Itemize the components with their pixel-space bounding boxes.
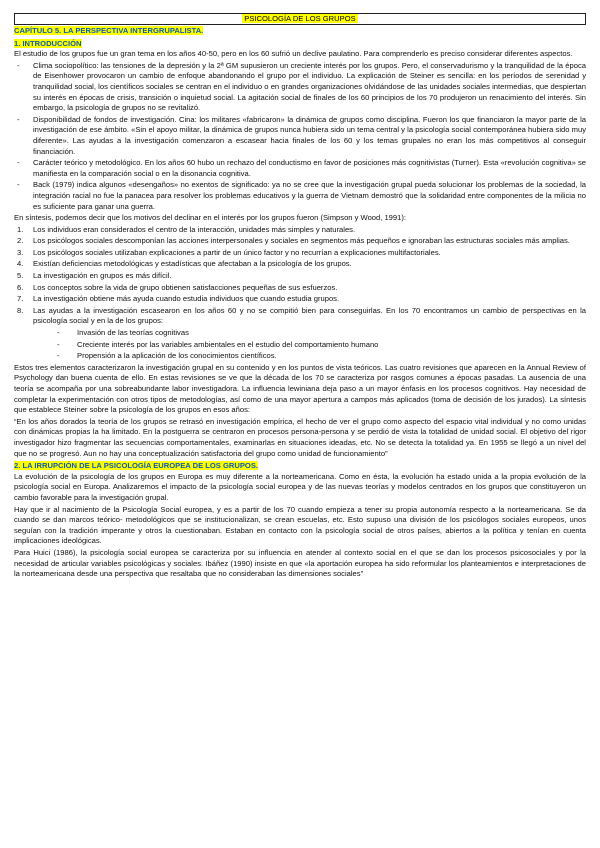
steiner-quote: “En los años dorados la teoría de los grupos se retrasó en investigación empírica, el hecho de ver el grupo como aspecto del espacio vital individual y no como unidas con dinámicas propias la ha limitado. En la postguerra se centraron en procesos persona-persona y se perdió de vista la totalidad de unidad social. El objetivo del rigor investigador hizo fragmentar las secuencias comportamentales, examinarlas en situaciones ideadas, etc. No se detecta la totalidad ya. En 1955 se llegó a un nivel del que no se progresó. Aun no hay una conceptualización satisfactoria del grupo como unidad de funcionamiento” [14, 416, 586, 458]
item-number: 6. [17, 282, 24, 292]
item-text: Las ayudas a la investigación escasearon en los años 60 y no se compitió bien para conseguirlas. En los 70 encontramos un cambio de perspectivas en la psicología social y en la de los grupos: [33, 305, 586, 326]
item-text: La investigación obtiene más ayuda cuando estudia individuos que cuando estudia grupos. [33, 294, 340, 304]
numbered-item [14, 248, 586, 259]
sub-bullet-item: - Invasión de las teorías cognitivas [33, 328, 586, 339]
item-text: La investigación en grupos es más difícil. [33, 271, 172, 281]
section1-paragraph: Estos tres elementos caracterizaron la investigación grupal en su contenido y en los puntos de vista teóricos. Las cuatro revisiones que aparecen en la Annual Review of Psychology dan buena cuenta de ello. En estas revisiones se ve que la década de los 70 se caracteriza por rasgos comunes a épocas pasadas. La ausencia de una teoría se acompaña por una sobreabundante labor investigadora. La influencia lewiniana deja paso a un mayor énfasis en los procesos cognitivos. Hay necesidad de completar la experimentación con otros tipos de metodologías, así como de una mayor apertura a campos más aplicados (toma de decisión de los jurados). La síntesis que establece Steiner sobre la psicología de los grupos en esos años: [14, 362, 586, 415]
item-number: 1. [17, 224, 24, 234]
item-text: Los conceptos sobre la vida de grupo obtienen satisfacciones pequeñas de sus esfuerzos. [33, 282, 338, 292]
section2-paragraph-2: Hay que ir al nacimiento de la Psicología Social europea, y es a partir de los 70 cuando empieza a tener su propia autonomía respecto a la norteamericana. Se da cuando se dan marcos teórico- metodológicos que se institucionalizan, se crean escuelas, etc. Esto supuso una división de los psicólogos sociales europeos, unos seguían con la tradición imperante y otros la cuestionaban. Estaban en contacto con la psicología social de otros países, abiertos a la política y tenían en cuenta implicaciones ideológicas. [14, 504, 586, 546]
section1-heading-row [14, 39, 586, 50]
item-number: 5. [17, 271, 24, 281]
document-title: PSICOLOGÍA DE LOS GRUPOS [244, 14, 356, 23]
sub-bullet-list [33, 328, 586, 362]
item-number: 8. [17, 305, 24, 315]
section2-paragraph-3: Para Huici (1986), la psicología social europea se caracteriza por su influencia en atender al contexto social en el que se dan los procesos psicosociales y por la necesidad de articular variables psicológicas y sociales. Ibáñez (1990) insiste en que «la aportación europea ha sido reformular los planteamientos e interpretaciones de la norteamericana desde una perspectiva que resaltaba que no consideraban las dimensiones sociales” [14, 547, 586, 579]
document-title-box [14, 13, 586, 25]
section2-heading: 2. LA IRRUPCIÓN DE LA PSICOLOGÍA EUROPEA DE LOS GRUPOS. [14, 461, 259, 471]
item-text: Los psicólogos sociales utilizaban explicaciones a partir de un único factor y no recurrían a explicaciones multifactoriales. [33, 247, 441, 257]
section2-heading-row [14, 461, 586, 472]
section2-paragraph-1: La evolución de la psicología de los grupos en Europa es muy diferente a la norteamericana. Como en ésta, la evolución ha estado unida a la propia evolución de la psicología social en Europa. Analizaremos el impacto de la psicología social europea y de las nuevas teorías y modelos centrados en los grupos que constituyeron un cambio favorable para la investigación grupal. [14, 471, 586, 502]
item-text: Los psicólogos sociales descomponían las acciones interpersonales y sociales en segmentos más pequeños e ignoraban las estructuras sociales más amplias. [33, 236, 570, 246]
item-number: 2. [17, 236, 24, 246]
item-text: Existían deficiencias metodológicas y estadísticas que afectaban a la psicología de los grupos. [33, 259, 352, 269]
bullet-item: - Carácter teórico y metodológico. En los años 60 hubo un rechazo del conductismo en favor de posiciones más cognitivistas (Turner). Esta «revolución cognitiva» se manifiesta en la comparación social o en la disonancia cognitiva. [14, 158, 586, 179]
numbered-item [14, 225, 586, 236]
chapter-heading-row [14, 26, 586, 37]
section1-bullet-list [14, 61, 586, 212]
sub-bullet-item: - Creciente interés por las variables ambientales en el estudio del comportamiento humano [33, 340, 586, 351]
item-text: Los individuos eran considerados el centro de la interacción, unidades más simples y naturales. [33, 224, 356, 234]
numbered-item [14, 283, 586, 294]
bullet-item: - Back (1979) indica algunos «desengaños» no exentos de significado: ya no se cree que la investigación grupal pueda solucionar los problemas de la sociedad, la integración racial no fue la panacea para resolver los problemas educativos y la guerra de Vietnam demostró que la solidaridad entre componentes de la milicia no es suficiente para ganar una guerra. [14, 180, 586, 212]
numbered-item [14, 271, 586, 282]
item-number: 3. [17, 247, 24, 257]
numbered-list [14, 225, 586, 362]
numbered-item [14, 236, 586, 247]
chapter-heading: CAPÍTULO 5. LA PERSPECTIVA INTERGRUPALISTA. [14, 26, 204, 35]
sub-bullet-item: - Propensión a la aplicación de los conocimientos científicos. [33, 351, 586, 362]
section1-intro: El estudio de los grupos fue un gran tema en los años 40-50, pero en los 60 sufrió un declive paulatino. Para comprenderlo es preciso considerar diferentes aspectos. [14, 49, 573, 59]
numbered-item [14, 259, 586, 270]
bullet-item: - Disponibilidad de fondos de investigación. Cina: los militares «fabricaron» la dinámica de grupos como disciplina. Fueron los que financiaron la mayor parte de la investigación de ese ámbito. «Sin el apoyo militar, la dinámica de grupos nunca hubiera sido un tema central y la psicología social contemporánea hubiera sido muy diferente». Las ayudas a la investigación comenzaron a escasear hacia finales de los 60 y los temas grupales no eran los más competitivos al conseguir financiación. [14, 115, 586, 157]
item-number: 7. [17, 294, 24, 304]
summary-intro: En síntesis, podemos decir que los motivos del declinar en el interés por los grupos fueron (Simpson y Wood, 1991): [14, 213, 406, 223]
bullet-item: - Clima sociopolítico: las tensiones de la depresión y la 2ª GM supusieron un creciente interés por los grupos. Pero, el conservadurismo y la tranquilidad de la época de Eisenhower provocaron un cambio de enfoque abandonando el grupo por el individuo. La explicación de Steiner es sencilla: en los períodos de serenidad y tranquilidad social, los científicos sociales se centran en el individuo o en grandes organizaciones olvidándose de las unidades sociales intermedias, que despiertan su interés en épocas de crisis, transición o inquietud social. La agitación social de finales de los 60 principios de los 70 produjeron un renacimiento del interés. Sin embargo, la psicología de grupos no se revitalizó. [14, 61, 586, 114]
numbered-item [14, 294, 586, 305]
item-number: 4. [17, 259, 24, 269]
section1-heading: 1. INTRODUCCIÓN [14, 38, 82, 48]
numbered-item [14, 306, 586, 362]
